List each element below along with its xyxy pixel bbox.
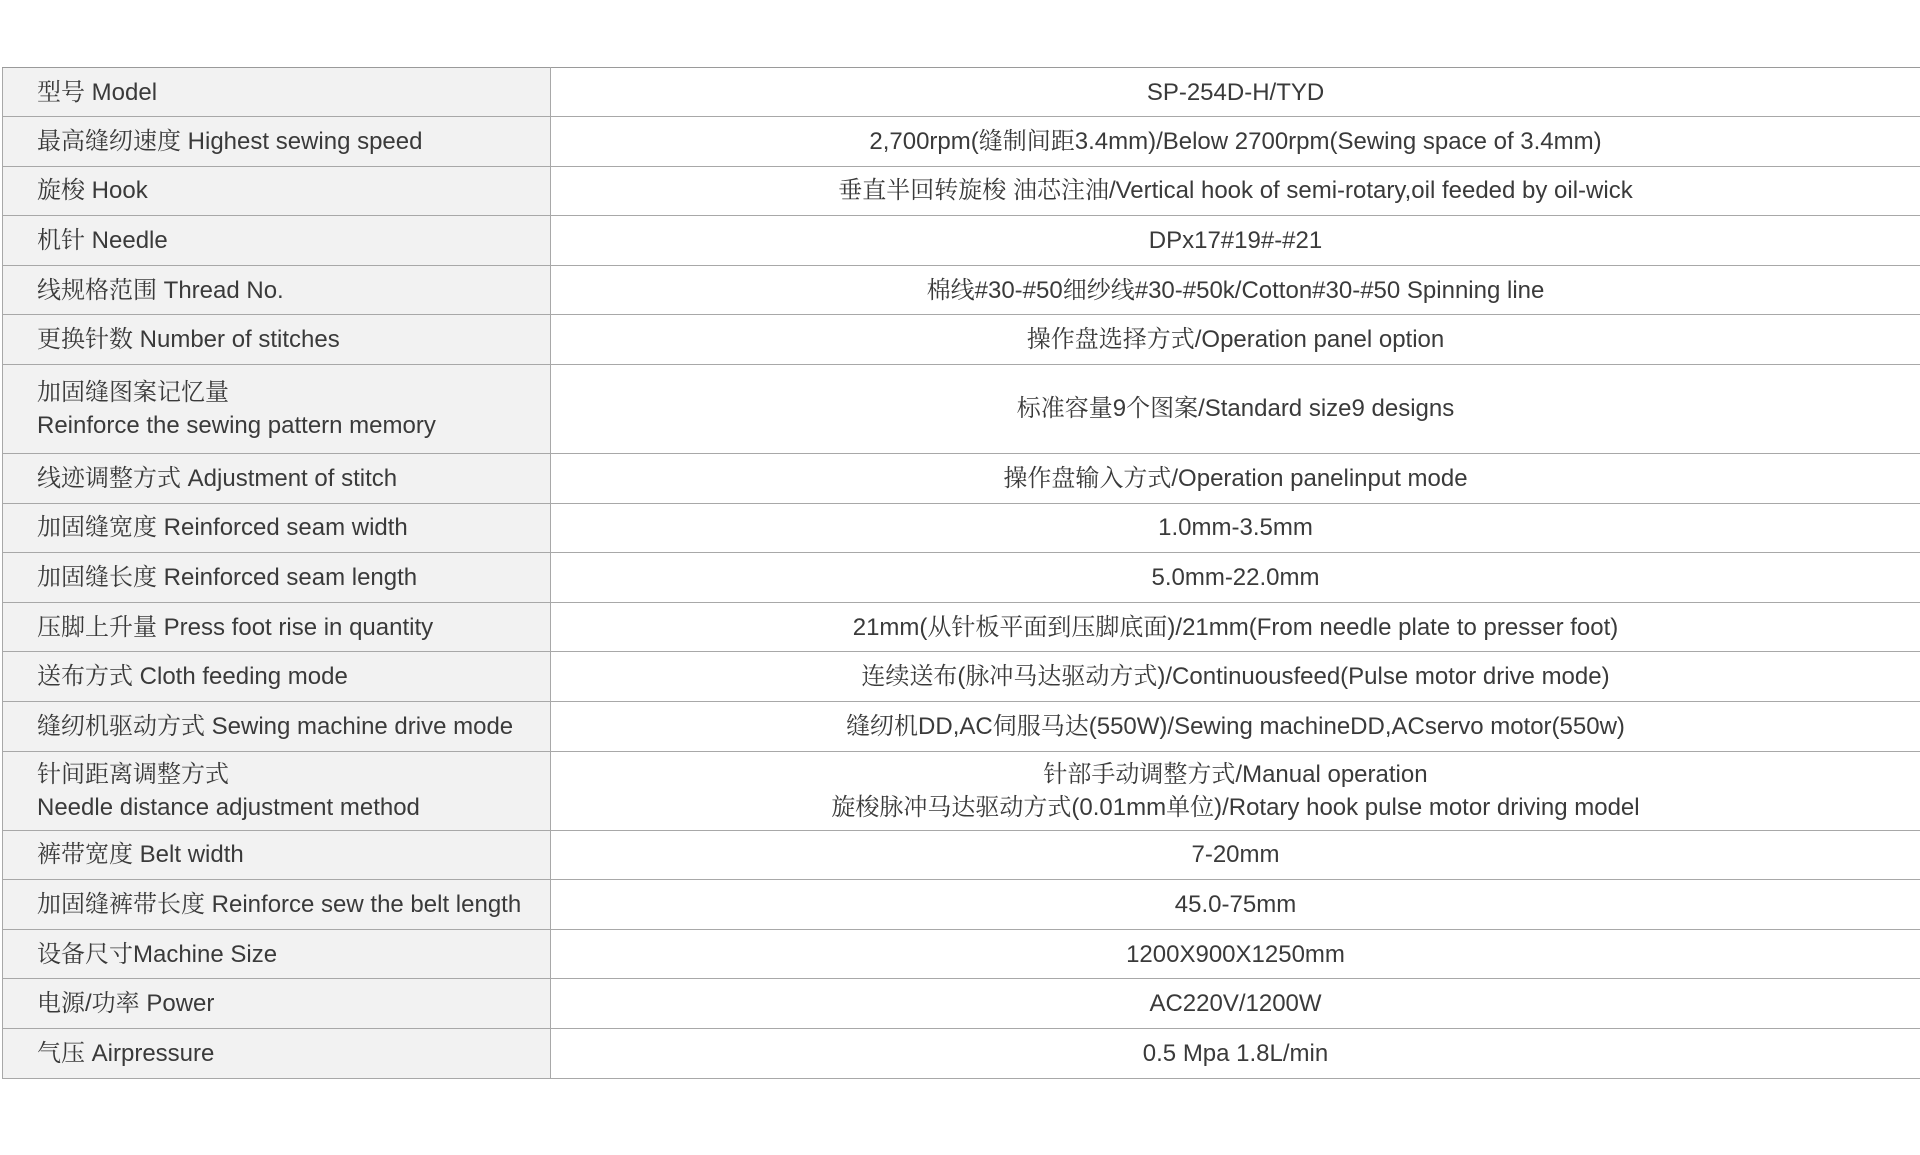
spec-label-cell [3, 979, 551, 1029]
spec-label: 加固缝图案记忆量 [37, 378, 229, 406]
spec-value: 缝纫机DD,AC伺服马达(550W)/Sewing machineDD,ACservo motor(550w) [846, 712, 1625, 740]
spec-label: Reinforce the sewing pattern memory [37, 411, 436, 439]
spec-table [2, 67, 1920, 1079]
spec-label-cell [3, 166, 551, 216]
spec-label-cell [3, 880, 551, 930]
spec-value: 操作盘输入方式/Operation panelinput mode [1003, 464, 1468, 492]
spec-value-cell [551, 166, 1920, 216]
spec-label: Needle distance adjustment method [37, 793, 420, 821]
spec-value-cell [551, 68, 1920, 117]
spec-value-cell [551, 216, 1920, 266]
spec-row [3, 1028, 1920, 1078]
spec-label: 裤带宽度 Belt width [37, 841, 244, 869]
spec-value-cell [551, 453, 1920, 503]
spec-label: 加固缝宽度 Reinforced seam width [37, 514, 408, 542]
spec-row [3, 880, 1920, 930]
spec-value: 垂直半回转旋梭 油芯注油/Vertical hook of semi-rotary,oil feeded by oil-wick [838, 177, 1633, 205]
spec-label: 机针 Needle [37, 226, 168, 254]
spec-value: DPx17#19#-#21 [1148, 226, 1323, 254]
spec-label: 最高缝纫速度 Highest sewing speed [37, 127, 423, 155]
spec-row [3, 265, 1920, 315]
spec-label: 针间距离调整方式 [37, 760, 229, 788]
spec-value: 旋梭脉冲马达驱动方式(0.01mm单位)/Rotary hook pulse motor driving model [831, 793, 1640, 821]
spec-value-cell [551, 602, 1920, 652]
spec-value: 1.0mm-3.5mm [1158, 514, 1313, 542]
spec-value-cell [551, 503, 1920, 553]
spec-value: 2,700rpm(缝制间距3.4mm)/Below 2700rpm(Sewing space of 3.4mm) [869, 127, 1602, 155]
spec-value: 棉线#30-#50细纱线#30-#50k/Cotton#30-#50 Spinning line [926, 276, 1545, 304]
spec-row [3, 68, 1920, 117]
spec-value: 1200X900X1250mm [1126, 940, 1345, 968]
spec-label: 线迹调整方式 Adjustment of stitch [37, 464, 398, 492]
spec-value-cell [551, 929, 1920, 979]
spec-label-cell [3, 553, 551, 603]
spec-label-cell [3, 364, 551, 453]
spec-row [3, 166, 1920, 216]
spec-row [3, 652, 1920, 702]
spec-label: 电源/功率 Power [37, 990, 215, 1018]
spec-row [3, 701, 1920, 751]
spec-value: SP-254D-H/TYD [1146, 78, 1325, 106]
spec-row [3, 503, 1920, 553]
spec-label: 型号 Model [37, 78, 158, 106]
spec-value-cell [551, 1028, 1920, 1078]
spec-row [3, 453, 1920, 503]
spec-label: 加固缝裤带长度 Reinforce sew the belt length [37, 890, 522, 918]
spec-value: 操作盘选择方式/Operation panel option [1026, 326, 1445, 354]
spec-label-cell [3, 652, 551, 702]
spec-value-cell [551, 315, 1920, 365]
spec-value-cell [551, 117, 1920, 167]
spec-label-cell [3, 265, 551, 315]
spec-label: 缝纫机驱动方式 Sewing machine drive mode [37, 712, 514, 740]
spec-label-cell [3, 602, 551, 652]
spec-label: 送布方式 Cloth feeding mode [37, 663, 348, 691]
spec-label-cell [3, 929, 551, 979]
spec-label: 压脚上升量 Press foot rise in quantity [37, 613, 434, 641]
spec-label-cell [3, 117, 551, 167]
spec-value-cell [551, 652, 1920, 702]
spec-table-body [3, 68, 1920, 1079]
spec-value: 标准容量9个图案/Standard size9 designs [1016, 395, 1455, 423]
spec-label: 线规格范围 Thread No. [37, 276, 284, 304]
spec-value: 连续送布(脉冲马达驱动方式)/Continuousfeed(Pulse motor drive mode) [861, 663, 1610, 691]
spec-value: AC220V/1200W [1149, 990, 1322, 1018]
spec-value-cell [551, 265, 1920, 315]
spec-label: 设备尺寸Machine Size [37, 940, 278, 968]
spec-label-cell [3, 1028, 551, 1078]
spec-value: 5.0mm-22.0mm [1151, 563, 1320, 591]
spec-value: 针部手动调整方式/Manual operation [1043, 760, 1428, 788]
spec-row [3, 830, 1920, 880]
spec-value-cell [551, 979, 1920, 1029]
spec-label: 气压 Airpressure [37, 1039, 215, 1067]
spec-value-cell [551, 751, 1920, 830]
spec-value-cell [551, 364, 1920, 453]
spec-label: 旋梭 Hook [37, 177, 148, 205]
spec-row [3, 751, 1920, 830]
spec-label-cell [3, 503, 551, 553]
spec-label-cell [3, 315, 551, 365]
spec-value: 45.0-75mm [1174, 890, 1297, 918]
spec-row [3, 216, 1920, 266]
spec-label-cell [3, 751, 551, 830]
spec-label: 加固缝长度 Reinforced seam length [37, 563, 418, 591]
spec-value: 0.5 Mpa 1.8L/min [1142, 1039, 1329, 1067]
spec-row [3, 553, 1920, 603]
spec-label-cell [3, 701, 551, 751]
spec-value: 21mm(从针板平面到压脚底面)/21mm(From needle plate to presser foot) [852, 613, 1619, 641]
spec-row [3, 979, 1920, 1029]
spec-row [3, 364, 1920, 453]
spec-value-cell [551, 880, 1920, 930]
spec-value-cell [551, 553, 1920, 603]
spec-row [3, 602, 1920, 652]
spec-row [3, 929, 1920, 979]
spec-label-cell [3, 68, 551, 117]
spec-label: 更换针数 Number of stitches [37, 326, 340, 354]
spec-row [3, 315, 1920, 365]
spec-label-cell [3, 453, 551, 503]
spec-row [3, 117, 1920, 167]
spec-value: 7-20mm [1191, 841, 1280, 869]
spec-label-cell [3, 216, 551, 266]
spec-value-cell [551, 830, 1920, 880]
spec-value-cell [551, 701, 1920, 751]
spec-label-cell [3, 830, 551, 880]
